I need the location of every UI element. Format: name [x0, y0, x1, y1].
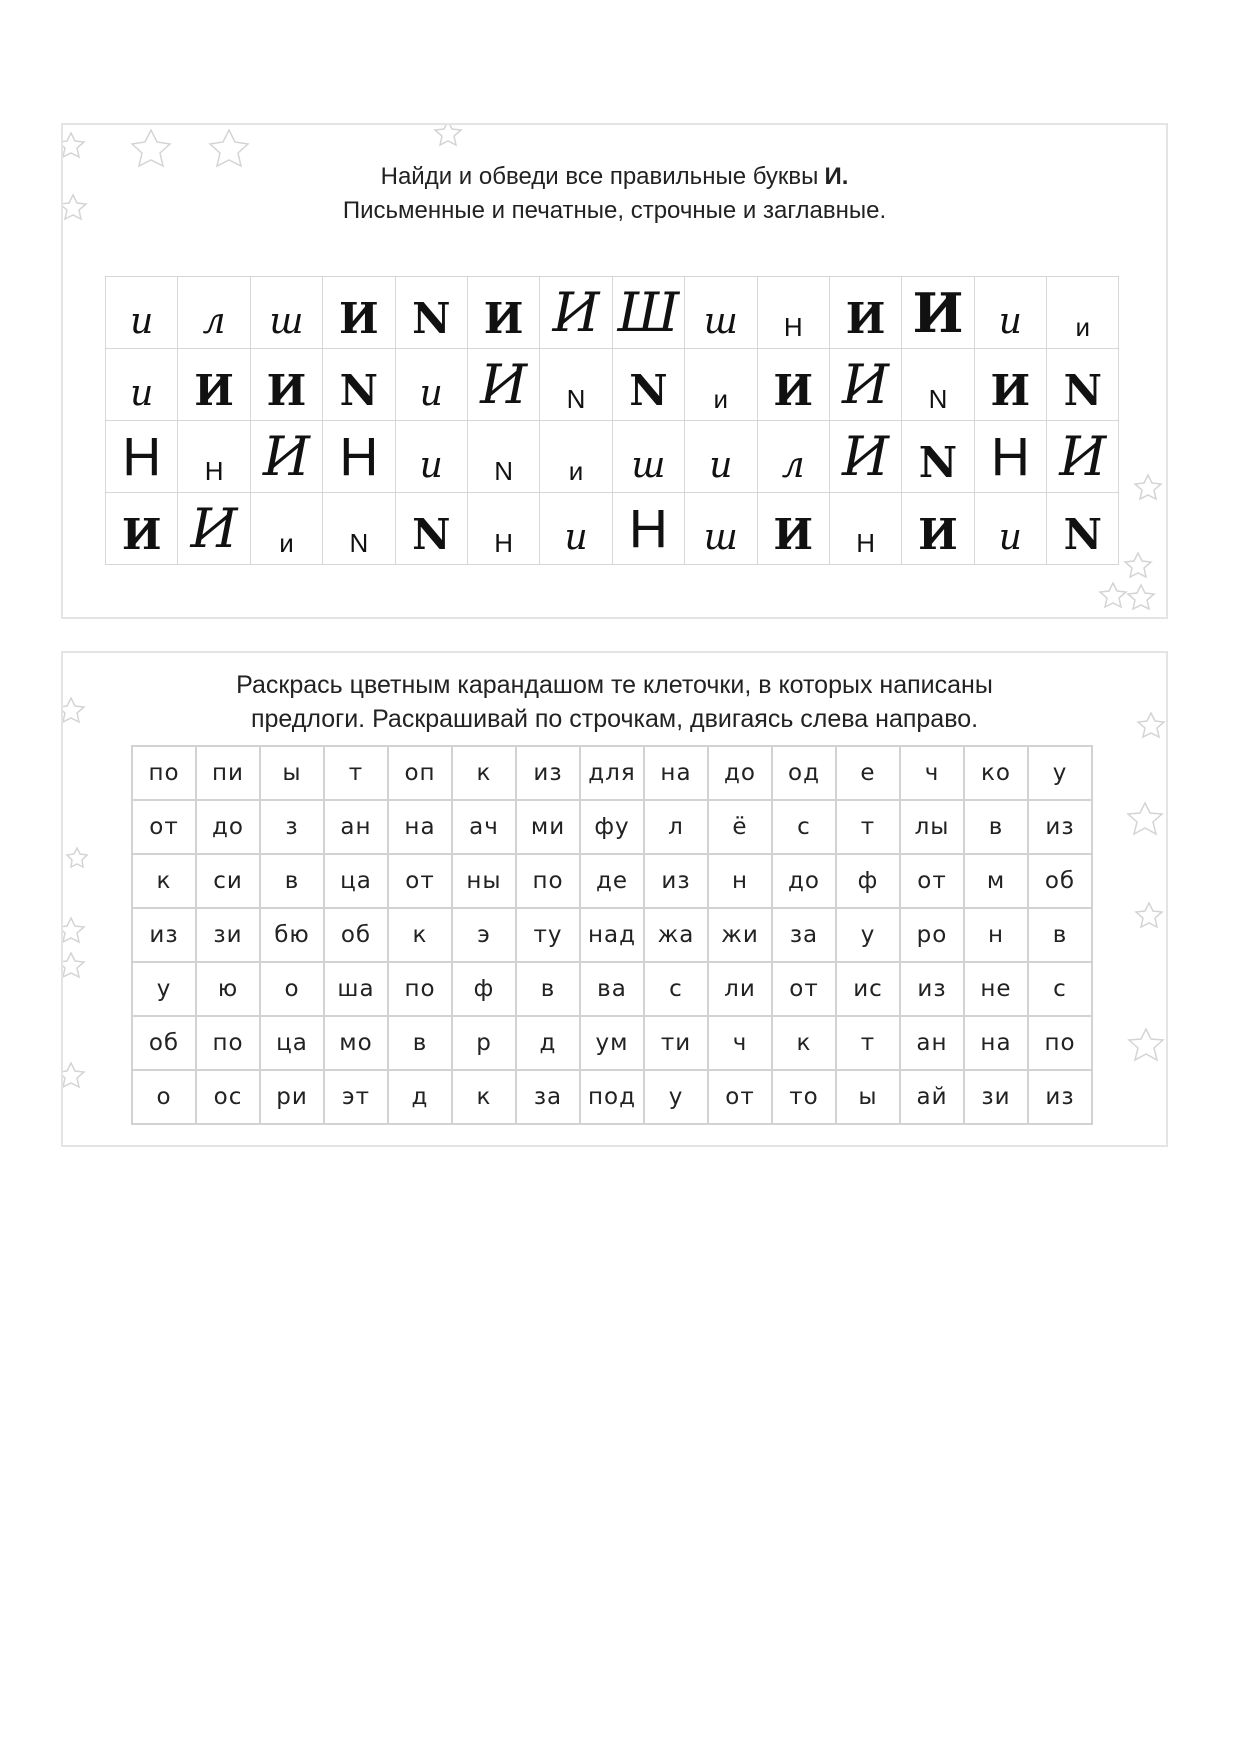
syllable-cell[interactable]: от [772, 962, 836, 1016]
letter-cell[interactable]: И [467, 349, 539, 421]
letter-cell[interactable]: И [829, 421, 901, 493]
syllable-cell[interactable]: у [644, 1070, 708, 1124]
syllable-cell[interactable]: в [260, 854, 324, 908]
syllable-cell[interactable]: од [772, 746, 836, 800]
syllable-cell[interactable]: над [580, 908, 644, 962]
letter-cell[interactable]: ш [685, 277, 757, 349]
syllable-cell[interactable]: для [580, 746, 644, 800]
letter-cell[interactable]: Н [106, 421, 178, 493]
syllable-cell[interactable]: р [452, 1016, 516, 1070]
syllable-cell[interactable]: по [196, 1016, 260, 1070]
syllable-row [132, 800, 1092, 854]
syllable-cell[interactable]: за [772, 908, 836, 962]
syllable-cell[interactable]: от [900, 854, 964, 908]
syllable-cell[interactable]: д [388, 1070, 452, 1124]
letter-cell[interactable]: и [685, 421, 757, 493]
syllable-cell[interactable]: не [964, 962, 1028, 1016]
syllable-cell[interactable]: из [516, 746, 580, 800]
syllable-cell[interactable]: в [388, 1016, 452, 1070]
syllable-row [132, 1070, 1092, 1124]
syllable-cell[interactable]: лы [900, 800, 964, 854]
syllable-cell[interactable]: н [708, 854, 772, 908]
letter-cell[interactable]: л [757, 421, 829, 493]
syllable-cell[interactable]: от [708, 1070, 772, 1124]
task1-title [63, 160, 1166, 228]
letter-cell[interactable]: N [1047, 493, 1119, 565]
letter-cell[interactable]: И [829, 349, 901, 421]
letter-cell[interactable]: И [178, 493, 250, 565]
letter-cell[interactable]: И [178, 349, 250, 421]
syllable-cell[interactable]: на [644, 746, 708, 800]
syllable-cell[interactable]: ф [452, 962, 516, 1016]
letter-cell[interactable]: л [178, 277, 250, 349]
syllable-row [132, 854, 1092, 908]
syllable-cell[interactable]: ф [836, 854, 900, 908]
syllable-cell[interactable]: ач [452, 800, 516, 854]
syllable-cell[interactable]: ай [900, 1070, 964, 1124]
letter-cell[interactable]: и [974, 277, 1046, 349]
syllable-cell[interactable]: из [644, 854, 708, 908]
syllable-row [132, 962, 1092, 1016]
letter-row [106, 349, 1119, 421]
syllable-cell[interactable]: с [772, 800, 836, 854]
syllable-cell[interactable]: из [1028, 800, 1092, 854]
syllable-grid [131, 745, 1093, 1125]
syllable-cell[interactable]: мо [324, 1016, 388, 1070]
letter-cell[interactable]: И [902, 493, 974, 565]
syllable-cell[interactable]: си [196, 854, 260, 908]
letter-cell[interactable]: И [250, 421, 322, 493]
syllable-cell[interactable]: к [388, 908, 452, 962]
syllable-cell[interactable]: д [516, 1016, 580, 1070]
syllable-cell[interactable]: об [132, 1016, 196, 1070]
syllable-cell[interactable]: ны [452, 854, 516, 908]
letter-row [106, 493, 1119, 565]
letter-cell[interactable]: и [974, 493, 1046, 565]
syllable-cell[interactable]: ч [708, 1016, 772, 1070]
letter-cell[interactable]: И [1047, 421, 1119, 493]
syllable-cell[interactable]: ва [580, 962, 644, 1016]
syllable-cell[interactable]: е [836, 746, 900, 800]
letter-cell[interactable]: и [540, 493, 612, 565]
syllable-cell[interactable]: об [324, 908, 388, 962]
letter-cell[interactable]: N [323, 349, 395, 421]
syllable-cell[interactable]: о [132, 1070, 196, 1124]
letter-cell[interactable]: ш [685, 493, 757, 565]
letter-cell[interactable]: N [1047, 349, 1119, 421]
prepositions-panel [61, 651, 1168, 1147]
letter-cell[interactable]: Н [974, 421, 1046, 493]
syllable-cell[interactable]: з [260, 800, 324, 854]
letter-cell[interactable]: И [106, 493, 178, 565]
syllable-cell[interactable]: оп [388, 746, 452, 800]
letter-cell[interactable]: Н [178, 421, 250, 493]
syllable-cell[interactable]: ро [900, 908, 964, 962]
task1-title-line2: Письменные и печатные, строчные и заглавные. [342, 197, 887, 224]
letter-cell[interactable]: Н [323, 421, 395, 493]
syllable-cell[interactable]: от [388, 854, 452, 908]
syllable-cell[interactable]: в [516, 962, 580, 1016]
syllable-cell[interactable]: ис [836, 962, 900, 1016]
syllable-cell[interactable]: с [644, 962, 708, 1016]
letter-cell[interactable]: И [974, 349, 1046, 421]
syllable-cell[interactable]: о [260, 962, 324, 1016]
syllable-cell[interactable]: ан [324, 800, 388, 854]
syllable-cell[interactable]: ца [260, 1016, 324, 1070]
syllable-cell[interactable]: в [1028, 908, 1092, 962]
letter-cell[interactable]: И [829, 277, 901, 349]
syllable-cell[interactable]: у [1028, 746, 1092, 800]
syllable-cell[interactable]: из [900, 962, 964, 1016]
syllable-cell[interactable]: к [452, 746, 516, 800]
syllable-cell[interactable]: по [516, 854, 580, 908]
syllable-cell[interactable]: к [772, 1016, 836, 1070]
letter-cell[interactable]: N [612, 349, 684, 421]
syllable-cell[interactable]: к [132, 854, 196, 908]
syllable-cell[interactable]: у [132, 962, 196, 1016]
syllable-cell[interactable]: за [516, 1070, 580, 1124]
letter-cell[interactable]: и [540, 421, 612, 493]
syllable-row [132, 746, 1092, 800]
syllable-cell[interactable]: эт [324, 1070, 388, 1124]
syllable-cell[interactable]: ри [260, 1070, 324, 1124]
syllable-cell[interactable]: на [964, 1016, 1028, 1070]
letter-cell[interactable]: и [395, 421, 467, 493]
task1-title-letter: И. [824, 163, 849, 190]
syllable-cell[interactable]: ти [644, 1016, 708, 1070]
syllable-cell[interactable]: из [1028, 1070, 1092, 1124]
letter-cell[interactable]: Н [829, 493, 901, 565]
letter-cell[interactable]: И [757, 349, 829, 421]
task2-title [63, 668, 1166, 736]
syllable-cell[interactable]: до [772, 854, 836, 908]
letter-cell[interactable]: Ш [612, 277, 684, 349]
task2-title-line2: предлоги. Раскрашивай по строчкам, двигаясь слева направо. [250, 705, 979, 733]
letter-cell[interactable]: и [106, 277, 178, 349]
syllable-cell[interactable]: л [644, 800, 708, 854]
syllable-cell[interactable]: с [1028, 962, 1092, 1016]
syllable-cell[interactable]: от [132, 800, 196, 854]
letter-cell[interactable]: И [540, 277, 612, 349]
letter-cell[interactable]: N [902, 421, 974, 493]
letter-cell[interactable]: ш [250, 277, 322, 349]
letter-cell[interactable]: И [250, 349, 322, 421]
syllable-cell[interactable]: т [836, 800, 900, 854]
syllable-cell[interactable]: ум [580, 1016, 644, 1070]
letter-cell[interactable]: и [1047, 277, 1119, 349]
syllable-cell[interactable]: ы [836, 1070, 900, 1124]
syllable-cell[interactable]: ко [964, 746, 1028, 800]
letter-cell[interactable]: И [467, 277, 539, 349]
letter-cell[interactable]: И [323, 277, 395, 349]
letter-cell[interactable]: Н [612, 493, 684, 565]
syllable-cell[interactable]: ша [324, 962, 388, 1016]
syllable-cell[interactable]: по [132, 746, 196, 800]
syllable-cell[interactable]: до [196, 800, 260, 854]
syllable-cell[interactable]: э [452, 908, 516, 962]
syllable-cell[interactable]: в [964, 800, 1028, 854]
letter-cell[interactable]: И [902, 277, 974, 349]
letter-grid [105, 276, 1119, 565]
syllable-cell[interactable]: до [708, 746, 772, 800]
syllable-cell[interactable]: об [1028, 854, 1092, 908]
syllable-cell[interactable]: ё [708, 800, 772, 854]
letter-cell[interactable]: N [395, 277, 467, 349]
syllable-cell[interactable]: жа [644, 908, 708, 962]
syllable-cell[interactable]: к [452, 1070, 516, 1124]
letter-search-panel [61, 123, 1168, 619]
syllable-cell[interactable]: из [132, 908, 196, 962]
syllable-cell[interactable]: т [836, 1016, 900, 1070]
syllable-cell[interactable]: бю [260, 908, 324, 962]
syllable-cell[interactable]: зи [964, 1070, 1028, 1124]
letter-cell[interactable]: и [106, 349, 178, 421]
syllable-cell[interactable]: ы [260, 746, 324, 800]
syllable-cell[interactable]: ту [516, 908, 580, 962]
syllable-row [132, 908, 1092, 962]
letter-cell[interactable]: и [685, 349, 757, 421]
letter-cell[interactable]: Н [757, 277, 829, 349]
letter-cell[interactable]: и [250, 493, 322, 565]
syllable-cell[interactable]: пи [196, 746, 260, 800]
syllable-cell[interactable]: то [772, 1070, 836, 1124]
syllable-cell[interactable]: ли [708, 962, 772, 1016]
syllable-cell[interactable]: ан [900, 1016, 964, 1070]
syllable-cell[interactable]: на [388, 800, 452, 854]
letter-row [106, 277, 1119, 349]
letter-cell[interactable]: N [467, 421, 539, 493]
syllable-cell[interactable]: ч [900, 746, 964, 800]
syllable-cell[interactable]: ми [516, 800, 580, 854]
letter-cell[interactable]: Н [467, 493, 539, 565]
letter-row [106, 421, 1119, 493]
letter-cell[interactable]: N [540, 349, 612, 421]
letter-cell[interactable]: И [757, 493, 829, 565]
syllable-cell[interactable]: н [964, 908, 1028, 962]
syllable-cell[interactable]: под [580, 1070, 644, 1124]
letter-cell[interactable]: N [395, 493, 467, 565]
syllable-cell[interactable]: по [1028, 1016, 1092, 1070]
syllable-cell[interactable]: по [388, 962, 452, 1016]
syllable-cell[interactable]: фу [580, 800, 644, 854]
syllable-cell[interactable]: ос [196, 1070, 260, 1124]
letter-cell[interactable]: и [395, 349, 467, 421]
syllable-cell[interactable]: ца [324, 854, 388, 908]
letter-cell[interactable]: N [323, 493, 395, 565]
task1-title-line1: Найди и обведи все правильные буквы [380, 163, 819, 190]
syllable-row [132, 1016, 1092, 1070]
syllable-cell[interactable]: зи [196, 908, 260, 962]
letter-cell[interactable]: N [902, 349, 974, 421]
syllable-cell[interactable]: м [964, 854, 1028, 908]
syllable-cell[interactable]: ю [196, 962, 260, 1016]
letter-cell[interactable]: ш [612, 421, 684, 493]
syllable-cell[interactable]: т [324, 746, 388, 800]
task2-title-line1: Раскрась цветным карандашом те клеточки, в которых написаны [236, 671, 993, 699]
syllable-cell[interactable]: у [836, 908, 900, 962]
syllable-cell[interactable]: де [580, 854, 644, 908]
syllable-cell[interactable]: жи [708, 908, 772, 962]
